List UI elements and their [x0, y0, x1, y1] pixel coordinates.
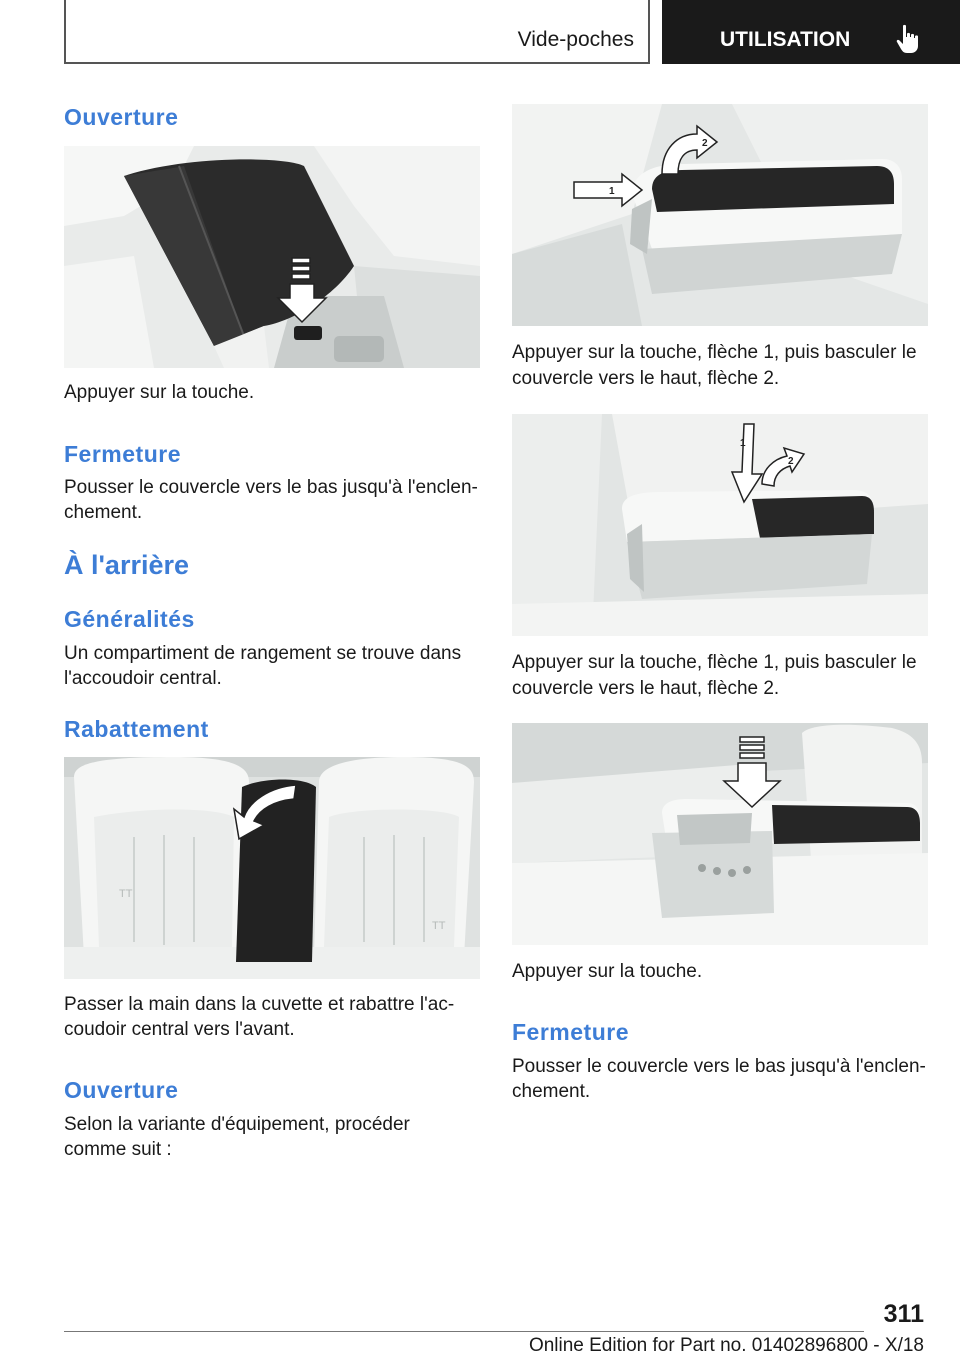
header-chapter-tab — [662, 0, 960, 64]
arriere-heading: À l'arrière — [64, 550, 189, 580]
arrow-label-2: 2 — [702, 138, 708, 149]
fermeture-text-line2: chement. — [64, 502, 143, 523]
ouverture2-text-line1: Selon la variante d'équipement, procéder — [64, 1114, 410, 1135]
front-armrest-open-figure — [64, 146, 480, 368]
ouverture-caption: Appuyer sur la touche. — [64, 382, 255, 403]
footer-edition: Online Edition for Part no. 01402896800 - X/18 — [528, 1335, 924, 1356]
variant3-caption: Appuyer sur la touche. — [512, 961, 703, 982]
page-number: 311 — [883, 1300, 924, 1328]
generalites-heading: Généralités — [64, 606, 195, 632]
fermeture-right-heading: Fermeture — [512, 1019, 629, 1045]
arrow-label-1: 1 — [609, 186, 615, 197]
chapter-title: UTILISATION — [720, 28, 851, 51]
variant1-caption-line1: Appuyer sur la touche, flèche 1, puis basculer le — [512, 342, 917, 363]
variant1-caption-line2: couvercle vers le haut, flèche 2. — [512, 368, 780, 389]
rabattement-caption-line2: coudoir central vers l'avant. — [64, 1019, 295, 1040]
hand-pointer-icon — [896, 24, 922, 54]
fermeture-right-text-line1: Pousser le couvercle vers le bas jusqu'à l'enclen- — [512, 1056, 926, 1077]
svg-text:TT: TT — [119, 888, 133, 900]
arrow-label-2b: 2 — [788, 456, 794, 467]
ouverture2-text-line2: comme suit : — [64, 1139, 172, 1160]
fermeture-text-line1: Pousser le couvercle vers le bas jusqu'à l'enclen- — [64, 477, 478, 498]
rabattement-caption-line1: Passer la main dans la cuvette et rabattre l'ac- — [64, 994, 455, 1015]
variant2-caption-line2: couvercle vers le haut, flèche 2. — [512, 678, 780, 699]
fermeture-heading: Fermeture — [64, 441, 181, 467]
fermeture-right-text-line2: chement. — [512, 1081, 591, 1102]
svg-text:TT: TT — [432, 920, 446, 932]
ouverture-heading: Ouverture — [64, 104, 179, 130]
rear-armrest-variant1-figure — [512, 104, 928, 326]
footer-divider — [64, 1331, 864, 1332]
ouverture2-heading: Ouverture — [64, 1077, 179, 1103]
rear-armrest-fold-figure — [64, 757, 480, 979]
rear-armrest-variant3-figure — [512, 723, 928, 945]
generalites-text-line1: Un compartiment de rangement se trouve dans — [64, 643, 462, 664]
rear-armrest-variant2-figure — [512, 414, 928, 636]
variant2-caption-line1: Appuyer sur la touche, flèche 1, puis basculer le — [512, 652, 917, 673]
arrow-label-1b: 1 — [740, 438, 746, 449]
section-title: Vide-poches — [517, 28, 634, 51]
rabattement-heading: Rabattement — [64, 716, 209, 742]
header-section-box — [64, 0, 650, 64]
generalites-text-line2: l'accoudoir central. — [64, 668, 222, 689]
